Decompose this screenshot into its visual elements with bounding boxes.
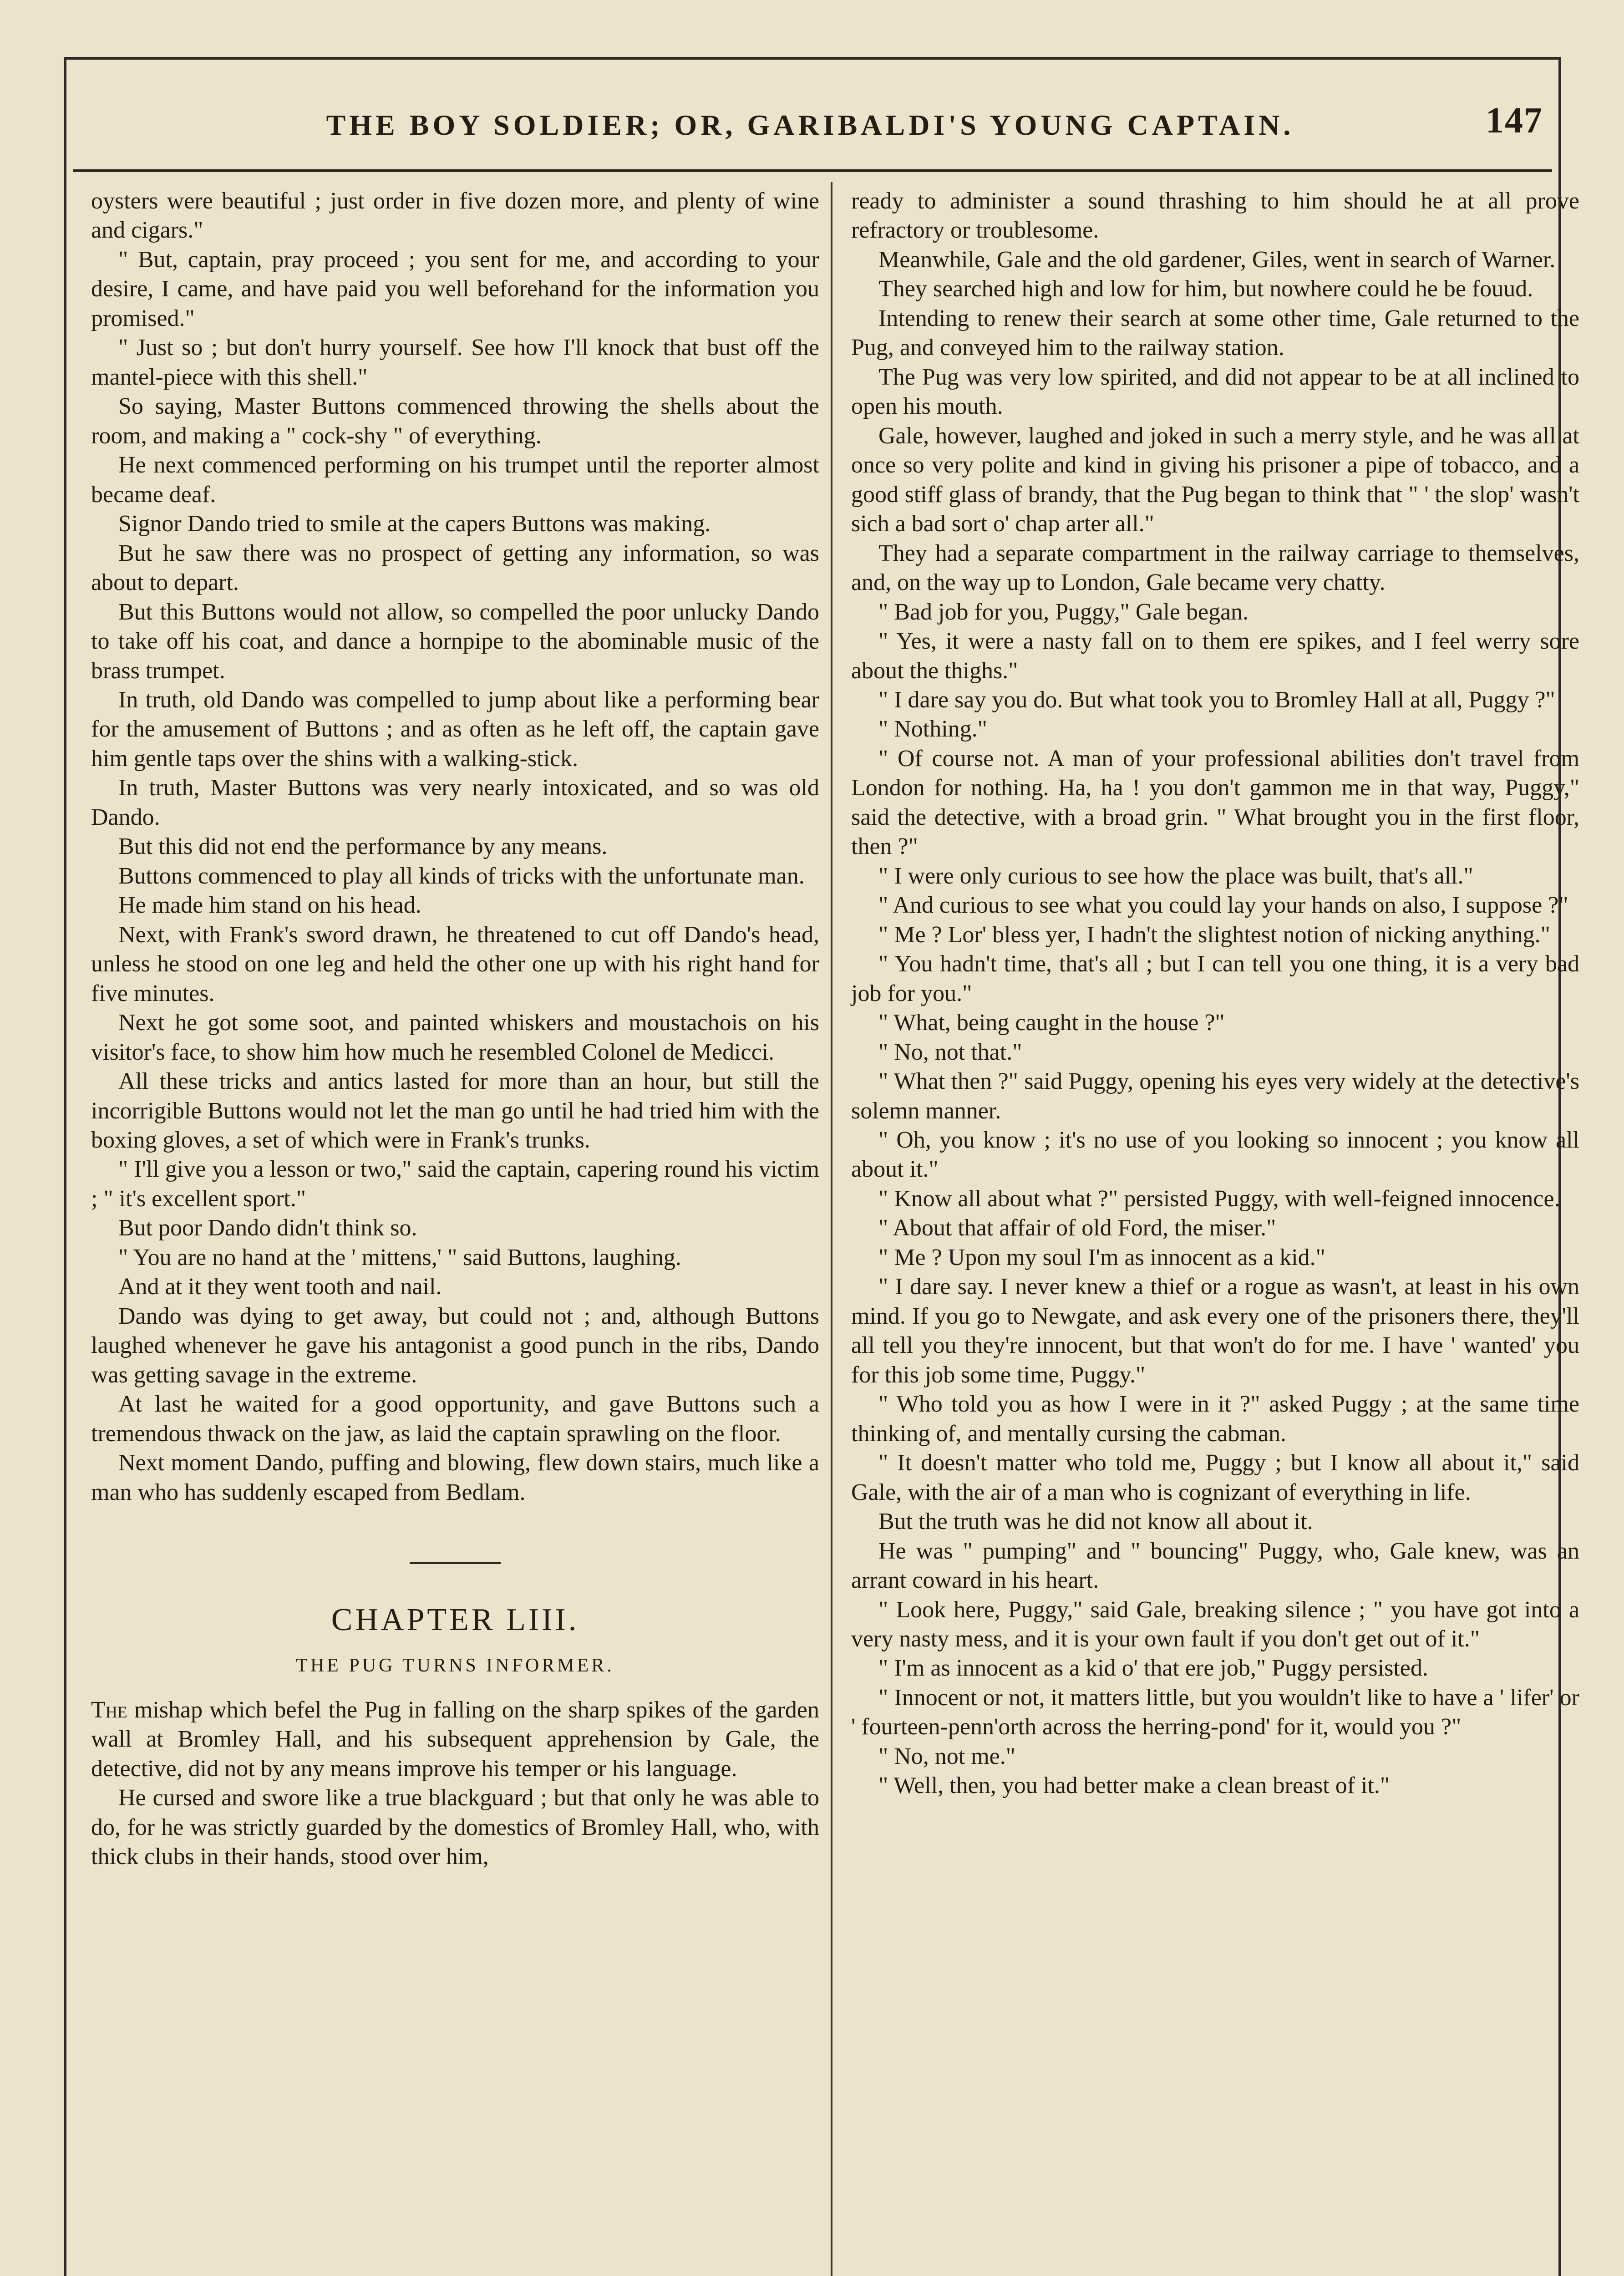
paragraph: " Know all about what ?" persisted Puggy, with well-feigned innocence.	[878, 1185, 1560, 1212]
paragraph: He next commenced performing on his trumpet until the reporter almost became deaf.	[91, 452, 819, 508]
left-paragraphs-after	[91, 1783, 819, 1871]
paragraph: " Yes, it were a nasty fall on to them ere spikes, and I feel werry sore about the thighs."	[851, 628, 1579, 684]
paragraph: They searched high and low for him, but nowhere could he be fouud.	[878, 276, 1533, 302]
paragraph: " Bad job for you, Puggy," Gale began.	[878, 599, 1249, 625]
paragraph: " But, captain, pray proceed ; you sent for me, and according to your desire, I came, and have paid you well beforehand for the information you promised."	[91, 246, 819, 331]
paragraph: " Look here, Puggy," said Gale, breaking silence ; " you have got into a very nasty mess, and it is your own fault if you don't get out of it."	[851, 1596, 1579, 1652]
running-header	[77, 100, 1543, 150]
paragraph: Signor Dando tried to smile at the capers Buttons was making.	[118, 511, 711, 537]
paragraph: " Me ? Lor' bless yer, I hadn't the slightest notion of nicking anything."	[878, 921, 1550, 948]
paragraph: So saying, Master Buttons commenced throwing the shells about the room, and making a " cock-shy " of everything.	[91, 393, 819, 449]
paragraph: " I were only curious to see how the place was built, that's all."	[878, 863, 1473, 889]
paragraph: " No, not me."	[878, 1743, 1015, 1769]
paragraph: He made him stand on his head.	[118, 892, 421, 919]
paragraph: Next, with Frank's sword drawn, he threatened to cut off Dando's head, unless he stood on one leg and held the other one up with his right hand for five minutes.	[91, 921, 819, 1006]
chapter-rule	[410, 1562, 501, 1564]
paragraph: ready to administer a sound thrashing to him should he at all prove refractory or troublesome.	[851, 188, 1579, 244]
paragraph: " You hadn't time, that's all ; but I can tell you one thing, it is a very bad job for you."	[851, 951, 1579, 1006]
paragraph: And at it they went tooth and nail.	[118, 1274, 442, 1300]
paragraph: But he saw there was no prospect of getting any information, so was about to depart.	[91, 540, 819, 596]
paragraph: The Pug was very low spirited, and did not appear to be at all inclined to open his mouth.	[851, 364, 1579, 420]
paragraph: All these tricks and antics lasted for more than an hour, but still the incorrigible Buttons would not let the man go until he had tried him with the boxing gloves, a set of which were in Frank's trunks.	[91, 1068, 819, 1153]
opening-text: mishap which befel the Pug in falling on the sharp spikes of the garden wall at Bromley Hall, and his subsequent apprehension by Gale, the detective, did not by any means improve his temper or his language.	[91, 1697, 819, 1782]
left-paragraphs	[91, 187, 819, 1507]
paragraph: " Innocent or not, it matters little, but you wouldn't like to have a ' lifer' or ' fourteen-penn'orth across the herring-pond' for it, would you ?"	[851, 1684, 1579, 1740]
paragraph: Dando was dying to get away, but could not ; and, although Buttons laughed whenever he gave his antagonist a good punch in the ribs, Dando was getting savage in the extreme.	[91, 1303, 819, 1388]
paragraph: " What, being caught in the house ?"	[878, 1010, 1225, 1036]
paragraph: He cursed and swore like a true blackguard ; but that only he was able to do, for he was strictly guarded by the domestics of Bromley Hall, who, with thick clubs in their hands, stood over him,	[91, 1785, 819, 1870]
paragraph: Gale, however, laughed and joked in such a merry style, and he was all at once so very polite and kind in giving his prisoner a pipe of tobacco, and a good stiff glass of brandy, that the Pug began to think that " ' the slop' wasn't sich a bad sort o' chap arter all."	[851, 422, 1579, 537]
chapter-heading	[91, 1562, 819, 1677]
paragraph: " Who told you as how I were in it ?" asked Puggy ; at the same time thinking of, and mentally cursing the cabman.	[851, 1391, 1579, 1447]
chapter-opening-paragraph	[91, 1696, 819, 1783]
paragraph: In truth, Master Buttons was very nearly intoxicated, and so was old Dando.	[91, 775, 819, 830]
header-rule	[73, 169, 1552, 172]
paragraph: In truth, old Dando was compelled to jump about like a performing bear for the amusement of Buttons ; and as often as he left off, the captain gave him gentle taps over the shins with a walking-stick.	[91, 686, 819, 772]
paragraph: " I dare say. I never knew a thief or a rogue as wasn't, at least in his own mind. If you go to Newgate, and ask every one of the prisoners there, they'll all tell you they're innocent, but that won't do for me. I have ' wanted' you for this job some time, Puggy."	[851, 1274, 1579, 1388]
page-number: 147	[1486, 101, 1543, 141]
right-paragraphs	[851, 187, 1579, 1801]
paragraph: " No, not that."	[878, 1039, 1022, 1065]
paragraph: " Well, then, you had better make a clean breast of it."	[878, 1773, 1390, 1799]
paragraph: Intending to renew their search at some other time, Gale returned to the Pug, and conveyed him to the railway station.	[851, 305, 1579, 361]
paragraph: " Nothing."	[878, 716, 987, 742]
paragraph: But this did not end the performance by any means.	[118, 833, 608, 860]
paragraph: " Just so ; but don't hurry yourself. See how I'll knock that bust off the mantel-piece with this shell."	[91, 335, 819, 390]
left-column	[91, 187, 819, 1872]
column-divider	[831, 182, 832, 2276]
paragraph: Next he got some soot, and painted whiskers and moustachois on his visitor's face, to show him how much he resembled Colonel de Medicci.	[91, 1010, 819, 1065]
paragraph: " I'll give you a lesson or two," said the captain, capering round his victim ; " it's excellent sport."	[91, 1156, 819, 1212]
chapter-subtitle: THE PUG TURNS INFORMER.	[296, 1655, 614, 1676]
paragraph: " About that affair of old Ford, the miser."	[878, 1215, 1276, 1241]
paragraph: oysters were beautiful ; just order in five dozen more, and plenty of wine and cigars."	[91, 188, 819, 244]
running-title: THE BOY SOLDIER; OR, GARIBALDI'S YOUNG CAPTAIN.	[326, 109, 1294, 141]
paragraph: But the truth was he did not know all about it.	[878, 1509, 1313, 1535]
paragraph: " What then ?" said Puggy, opening his eyes very widely at the detective's solemn manner.	[851, 1068, 1579, 1124]
paragraph: " And curious to see what you could lay your hands on also, I suppose ?"	[878, 892, 1568, 919]
paragraph: But poor Dando didn't think so.	[118, 1215, 417, 1241]
paragraph: " I dare say you do. But what took you to Bromley Hall at all, Puggy ?"	[878, 686, 1555, 713]
paragraph: Buttons commenced to play all kinds of tricks with the unfortunate man.	[118, 863, 805, 889]
paragraph: " I'm as innocent as a kid o' that ere job," Puggy persisted.	[878, 1655, 1428, 1682]
chapter-title: CHAPTER LIII.	[331, 1602, 579, 1638]
paragraph: " It doesn't matter who told me, Puggy ; but I know all about it," said Gale, with the air of a man who is cognizant of everything in life.	[851, 1450, 1579, 1505]
paragraph: " Oh, you know ; it's no use of you looking so innocent ; you know all about it."	[851, 1127, 1579, 1183]
paragraph: They had a separate compartment in the railway carriage to themselves, and, on the way up to London, Gale became very chatty.	[851, 540, 1579, 596]
paragraph: " Of course not. A man of your professional abilities don't travel from London for nothing. Ha, ha ! you don't gammon me in that way, Puggy," said the detective, with a broad grin. " What brought you in the first floor, then ?"	[851, 745, 1579, 860]
paragraph: " You are no hand at the ' mittens,' " said Buttons, laughing.	[118, 1244, 681, 1270]
opening-word: The	[91, 1697, 127, 1723]
paragraph: He was " pumping" and " bouncing" Puggy, who, Gale knew, was an arrant coward in his heart.	[851, 1538, 1579, 1594]
paragraph: But this Buttons would not allow, so compelled the poor unlucky Dando to take off his coat, and dance a hornpipe to the abominable music of the brass trumpet.	[91, 599, 819, 684]
paragraph: At last he waited for a good opportunity, and gave Buttons such a tremendous thwack on the jaw, as laid the captain sprawling on the floor.	[91, 1391, 819, 1447]
paragraph: Meanwhile, Gale and the old gardener, Giles, went in search of Warner.	[878, 246, 1556, 273]
right-column	[851, 187, 1579, 1801]
paragraph: " Me ? Upon my soul I'm as innocent as a kid."	[878, 1244, 1325, 1270]
paragraph: Next moment Dando, puffing and blowing, flew down stairs, much like a man who has suddenly escaped from Bedlam.	[91, 1450, 819, 1505]
